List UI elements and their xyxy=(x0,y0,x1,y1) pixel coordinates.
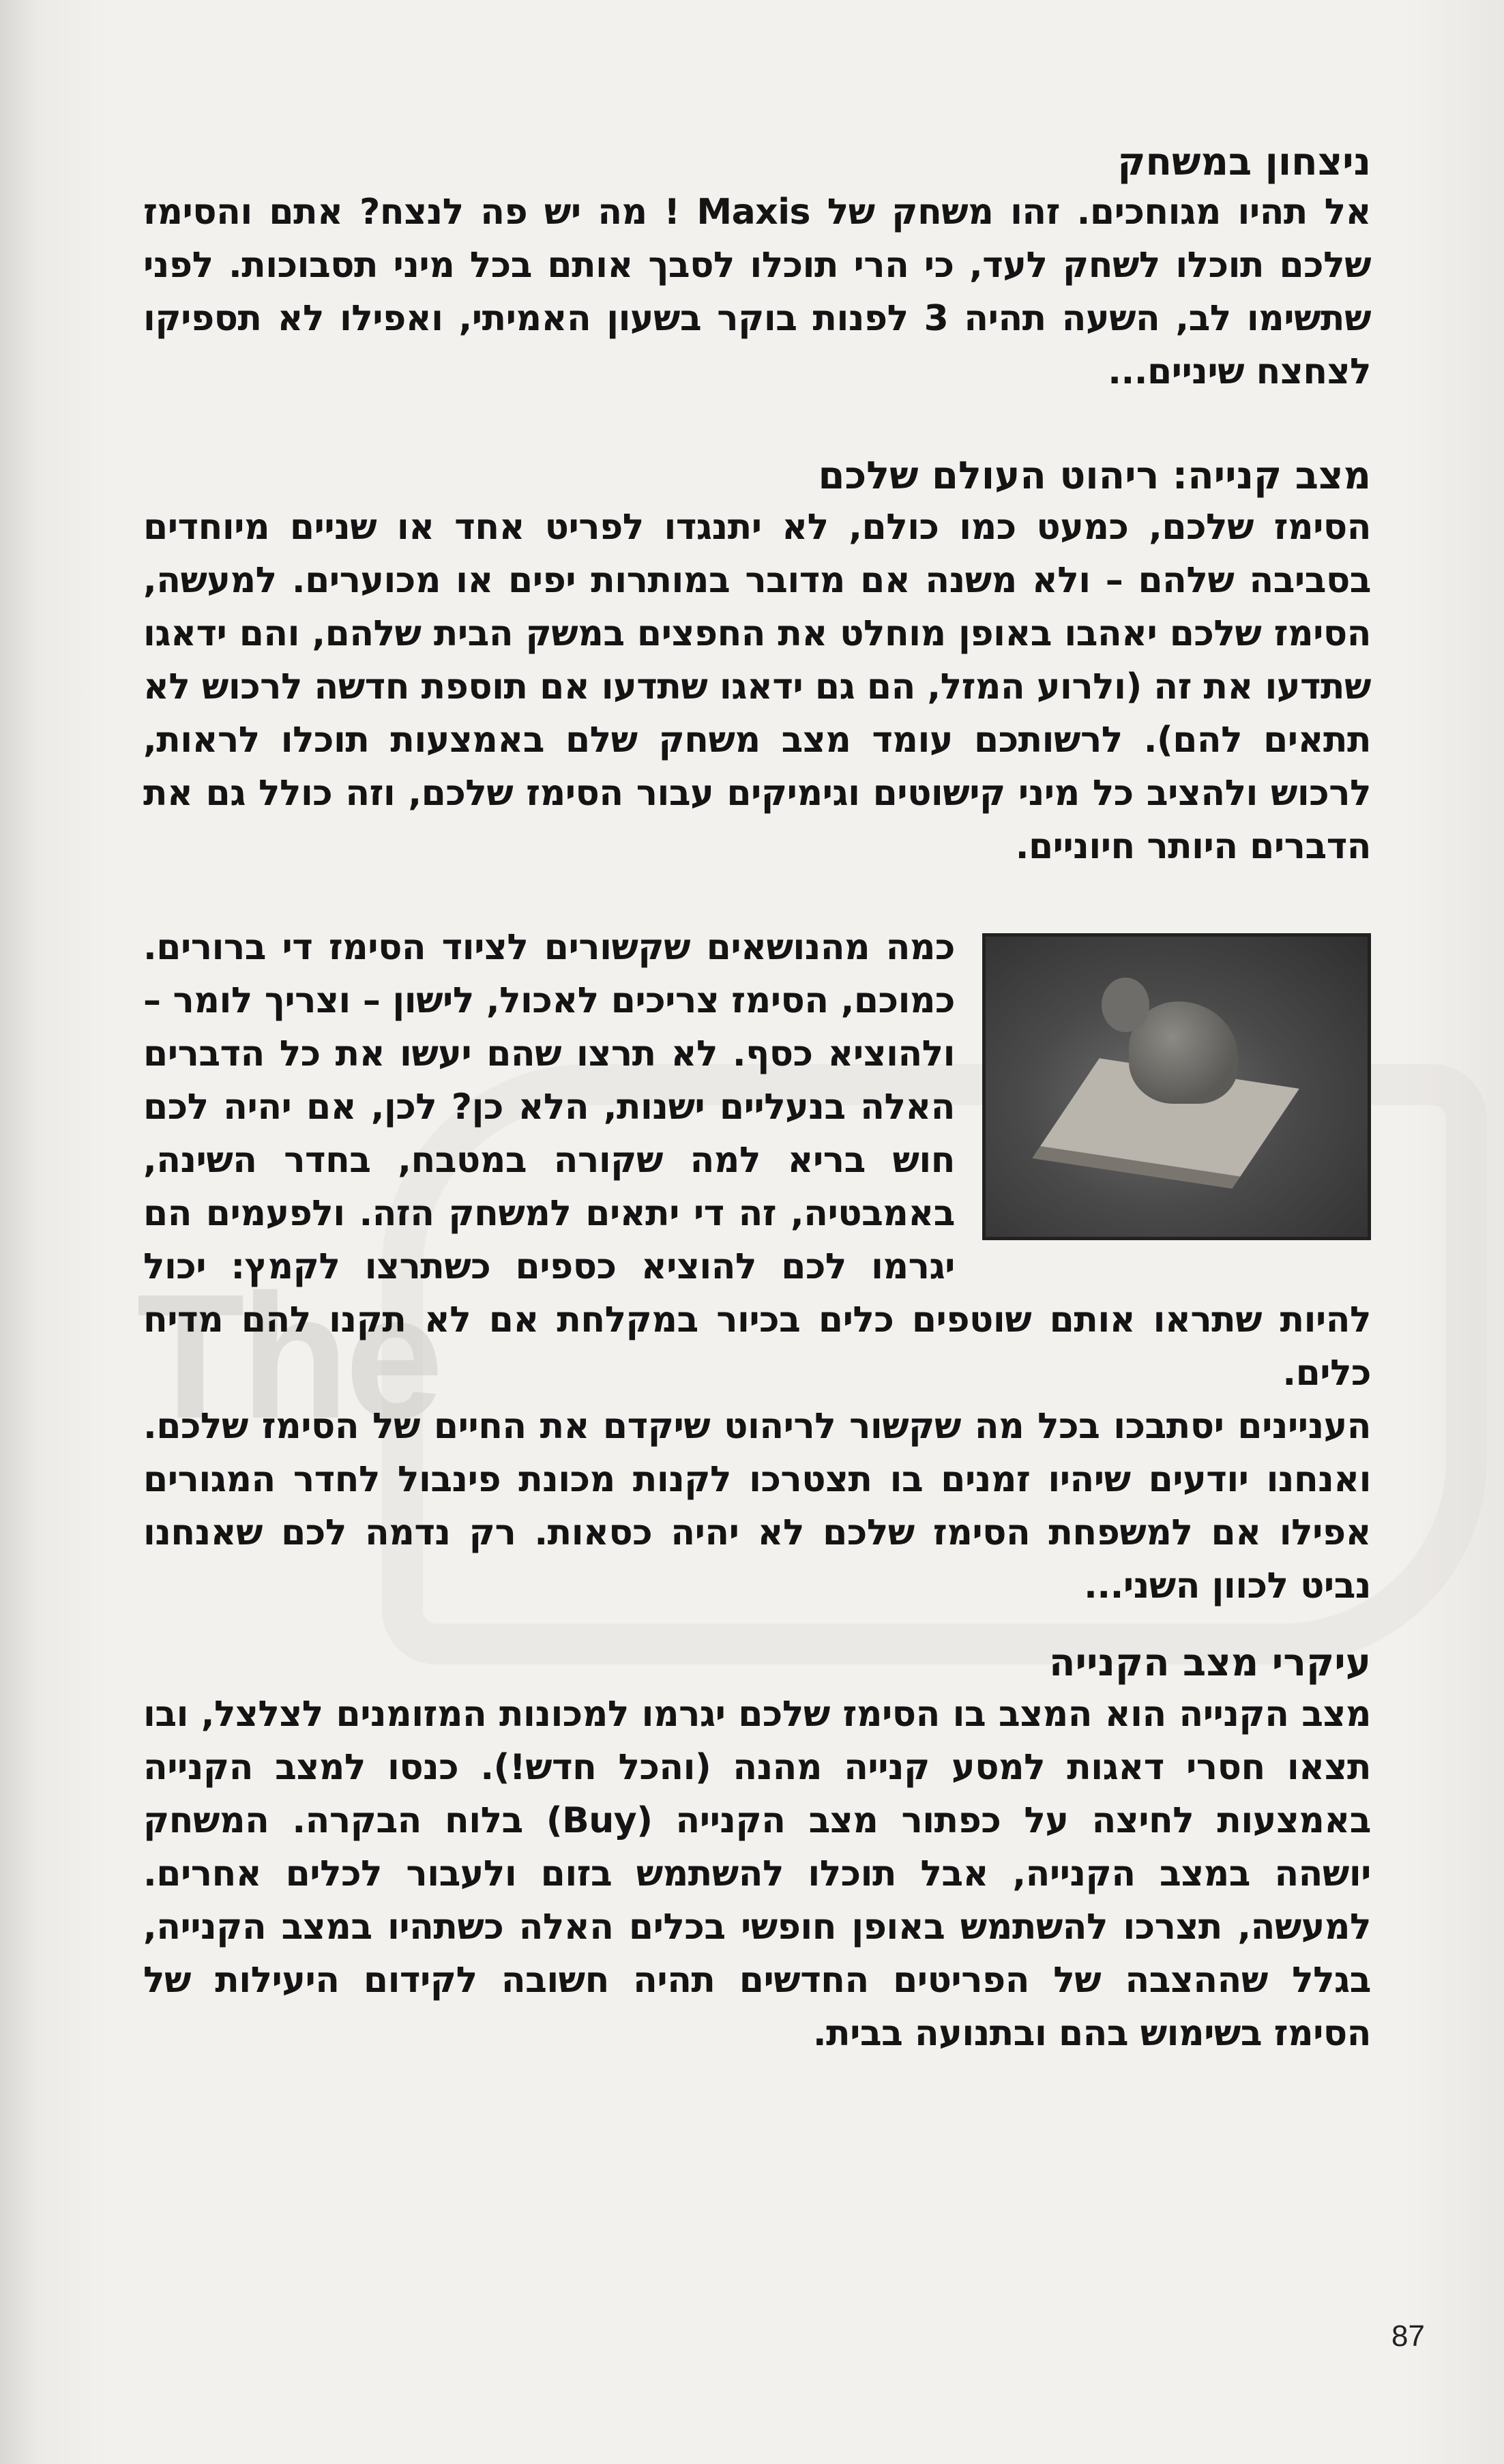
paragraph: העניינים יסתבכו בכל מה שקשור לריהוט שיקדם את החיים של הסימז שלכם. ואנחנו יודעים שיהיו זמנים בו תצטרכו לקנות מכונת פינבול לחדר המגורים אפילו אם למשפחת הסימז שלכם לא יהיה כסאות. רק נדמה לכם שאנחנו נביט לכוון השני... xyxy=(143,1406,1371,1607)
game-figure-image xyxy=(982,933,1371,1240)
section-body-buy-mode-basics xyxy=(143,1688,1371,2060)
section-heading-winning xyxy=(143,136,1371,188)
section-body-buy-mode-with-figure xyxy=(143,921,1371,1613)
watermark-logo-text: The xyxy=(136,1258,440,1456)
page-number: 87 xyxy=(1391,2319,1425,2353)
section-heading-buy-mode-basics xyxy=(143,1637,1371,1689)
paragraph: כמה מהנושאים שקשורים לציוד הסימז די ברורים. כמוכם, הסימז צריכים לאכול, לישון – וצריך לומר – ולהוציא כסף. לא תרצו שהם יעשו את כל הדברים האלה בנעליים ישנות, הלא כן? לכן, אם יהיה לכם חוש בריא למה שקורה במטבח, בחדר השינה, באמבטיה, זה די יתאים למשחק הזה. ולפעמים הם יגרמו לכם להוציא כספים כשתרצו לקמץ: יכול להיות שתראו אותם שוטפים כלים בכיור במקלחת אם לא תקנו להם מדיח כלים. xyxy=(143,927,1371,1394)
heading-text: מצב קנייה: ריהוט העולם שלכם xyxy=(818,454,1371,498)
section-body-buy-mode xyxy=(143,501,1371,873)
paragraph: אל תהיו מגוחכים. זהו משחק של Maxis ! מה יש פה לנצח? אתם והסימז שלכם תוכלו לשחק לעד, כי הרי תוכלו לסבך אותם בכל מיני תסבוכות. לפני שתשימו לב, השעה תהיה 3 לפנות בוקר בשעון האמיתי, ואפילו לא תספיקו לצחצח שיניים... xyxy=(143,192,1371,392)
section-heading-buy-mode xyxy=(143,450,1371,502)
paragraph: מצב הקנייה הוא המצב בו הסימז שלכם יגרמו למכונות המזומנים לצלצל, ובו תצאו חסרי דאגות למסע קנייה מהנה (והכל חדש!). כנסו למצב הקנייה באמצעות לחיצה על כפתור מצב הקנייה (Buy) בלוח הבקרה. המשחק יושהה במצב הקנייה, אבל תוכלו להשתמש בזום ולעבור לכלים אחרים. למעשה, תצרכו להשתמש באופן חופשי בכלים האלה כשתהיו במצב הקנייה, בגלל שההצבה של הפריטים החדשים תהיה חשובה לקידום היעילות של הסימז בשימוש בהם ובתנועה בבית. xyxy=(143,1694,1371,2054)
section-body-winning xyxy=(143,186,1371,398)
figure-sim-head xyxy=(1102,978,1149,1032)
heading-text: ניצחון במשחק xyxy=(1117,140,1371,184)
paragraph: הסימז שלכם, כמעט כמו כולם, לא יתנגדו לפריט אחד או שניים מיוחדים בסביבה שלהם – ולא משנה אם מדובר במותרות יפים או מכוערים. למעשה, הסימז שלכם יאהבו באופן מוחלט את החפצים במשק הבית שלהם, והם ידאגו שתדעו את זה (ולרוע המזל, הם גם ידאגו שתדעו אם תוספת חדשה לרכוש לא תתאים להם). לרשותכם עומד מצב משחק שלם באמצעות תוכלו לראות, לרכוש ולהציב כל מיני קישוטים וגימיקים עבור הסימז שלכם, וזה כולל גם את הדברים היותר חיוניים. xyxy=(143,507,1371,867)
heading-text: עיקרי מצב הקנייה xyxy=(1049,1641,1371,1685)
